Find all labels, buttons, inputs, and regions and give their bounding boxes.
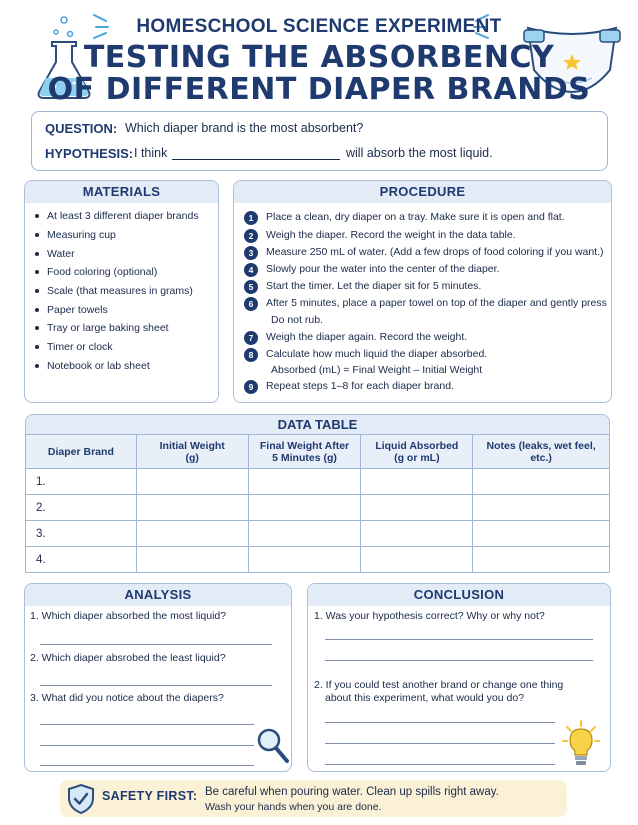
analysis-question: 2. Which diaper absrobed the least liquid? bbox=[30, 652, 226, 664]
table-cell[interactable] bbox=[361, 495, 473, 521]
question-label: QUESTION: bbox=[45, 121, 118, 136]
table-cell[interactable] bbox=[248, 469, 361, 495]
materials-panel bbox=[24, 180, 219, 403]
procedure-step: 2 Weigh the diaper. Record the weight in the data table. bbox=[244, 229, 516, 243]
conclusion-title: CONCLUSION bbox=[308, 584, 610, 606]
page-title-line2: OF DIFFERENT DIAPER BRANDS bbox=[47, 72, 591, 107]
row-label: 4. bbox=[26, 547, 137, 573]
question-box bbox=[31, 111, 608, 171]
list-item: Tray or large baking sheet bbox=[25, 319, 218, 338]
list-item: Water bbox=[25, 244, 218, 263]
table-cell[interactable] bbox=[361, 469, 473, 495]
table-row bbox=[26, 521, 610, 547]
procedure-step: 4 Slowly pour the water into the center of the diaper. bbox=[244, 263, 499, 277]
list-item: Measuring cup bbox=[25, 226, 218, 245]
list-item: At least 3 different diaper brands bbox=[25, 207, 218, 226]
col-header: Final Weight After 5 Minutes (g) bbox=[248, 435, 361, 469]
answer-line[interactable] bbox=[325, 764, 555, 765]
conclusion-question-cont: about this experiment, what would you do? bbox=[325, 692, 525, 704]
hypothesis-blank[interactable] bbox=[172, 159, 340, 160]
procedure-step: 6 After 5 minutes, place a paper towel on top of the diaper and gently press bbox=[244, 297, 607, 311]
page-title-line1: TESTING THE ABSORBENCY bbox=[83, 40, 555, 75]
table-cell[interactable] bbox=[136, 469, 248, 495]
list-item: Scale (that measures in grams) bbox=[25, 282, 218, 301]
table-cell[interactable] bbox=[361, 521, 473, 547]
col-header: Initial Weight (g) bbox=[136, 435, 248, 469]
table-row bbox=[26, 495, 610, 521]
procedure-step-cont: Absorbed (mL) = Final Weight – Initial Weight bbox=[271, 364, 483, 376]
procedure-title: PROCEDURE bbox=[234, 181, 611, 203]
procedure-step: 5 Start the timer. Let the diaper sit for 5 minutes. bbox=[244, 280, 481, 294]
data-table bbox=[25, 434, 610, 573]
table-cell[interactable] bbox=[248, 547, 361, 573]
answer-line[interactable] bbox=[325, 743, 555, 744]
safety-line2: Wash your hands when you are done. bbox=[205, 801, 382, 813]
answer-line[interactable] bbox=[325, 639, 593, 640]
analysis-question: 1. Which diaper absorbed the most liquid? bbox=[30, 610, 227, 622]
data-table-title: DATA TABLE bbox=[25, 414, 610, 434]
magnifier-icon bbox=[256, 727, 290, 765]
table-cell[interactable] bbox=[473, 469, 610, 495]
procedure-step: 7 Weigh the diaper again. Record the weight. bbox=[244, 331, 467, 345]
answer-line[interactable] bbox=[325, 660, 593, 661]
table-cell[interactable] bbox=[136, 521, 248, 547]
row-label: 1. bbox=[26, 469, 137, 495]
table-cell[interactable] bbox=[473, 495, 610, 521]
row-label: 3. bbox=[26, 521, 137, 547]
analysis-question: 3. What did you notice about the diapers? bbox=[30, 692, 224, 704]
analysis-title: ANALYSIS bbox=[25, 584, 291, 606]
lightbulb-icon bbox=[562, 720, 600, 768]
table-cell[interactable] bbox=[473, 547, 610, 573]
answer-line[interactable] bbox=[40, 685, 272, 686]
page-kicker: HOMESCHOOL SCIENCE EXPERIMENT bbox=[136, 16, 502, 37]
table-row bbox=[26, 469, 610, 495]
safety-banner bbox=[60, 780, 567, 817]
col-header: Liquid Absorbed (g or mL) bbox=[361, 435, 473, 469]
procedure-step-cont: Do not rub. bbox=[271, 314, 323, 326]
answer-line[interactable] bbox=[40, 644, 272, 645]
procedure-step: 1 Place a clean, dry diaper on a tray. Make sure it is open and flat. bbox=[244, 211, 565, 225]
hypothesis-label: HYPOTHESIS: bbox=[45, 146, 134, 161]
table-cell[interactable] bbox=[361, 547, 473, 573]
materials-list bbox=[25, 207, 218, 375]
table-cell[interactable] bbox=[248, 521, 361, 547]
answer-line[interactable] bbox=[40, 724, 254, 725]
col-header: Notes (leaks, wet feel, etc.) bbox=[473, 435, 610, 469]
conclusion-question: 2. If you could test another brand or change one thing bbox=[314, 679, 564, 691]
analysis-panel bbox=[24, 583, 292, 772]
answer-line[interactable] bbox=[40, 765, 254, 766]
question-text: Which diaper brand is the most absorbent? bbox=[125, 121, 364, 135]
col-header: Diaper Brand bbox=[26, 435, 137, 469]
safety-line1: Be careful when pouring water. Clean up spills right away. bbox=[205, 786, 499, 798]
materials-title: MATERIALS bbox=[25, 181, 218, 203]
shield-icon bbox=[67, 783, 95, 815]
answer-line[interactable] bbox=[40, 745, 254, 746]
list-item: Food coloring (optional) bbox=[25, 263, 218, 282]
table-cell[interactable] bbox=[248, 495, 361, 521]
row-label: 2. bbox=[26, 495, 137, 521]
hypothesis-prefix: I think bbox=[134, 146, 168, 160]
procedure-step: 9 Repeat steps 1–8 for each diaper brand. bbox=[244, 380, 454, 394]
conclusion-question: 1. Was your hypothesis correct? Why or why not? bbox=[314, 610, 545, 622]
procedure-panel bbox=[233, 180, 612, 403]
safety-label: SAFETY FIRST: bbox=[102, 789, 198, 803]
table-cell[interactable] bbox=[136, 495, 248, 521]
procedure-step: 3 Measure 250 mL of water. (Add a few drops of food coloring if you want.) bbox=[244, 246, 604, 260]
list-item: Notebook or lab sheet bbox=[25, 357, 218, 376]
table-cell[interactable] bbox=[136, 547, 248, 573]
table-cell[interactable] bbox=[473, 521, 610, 547]
table-row bbox=[26, 547, 610, 573]
list-item: Timer or clock bbox=[25, 338, 218, 357]
answer-line[interactable] bbox=[325, 722, 555, 723]
hypothesis-suffix: will absorb the most liquid. bbox=[346, 146, 493, 160]
list-item: Paper towels bbox=[25, 300, 218, 319]
procedure-step: 8 Calculate how much liquid the diaper absorbed. bbox=[244, 348, 487, 362]
